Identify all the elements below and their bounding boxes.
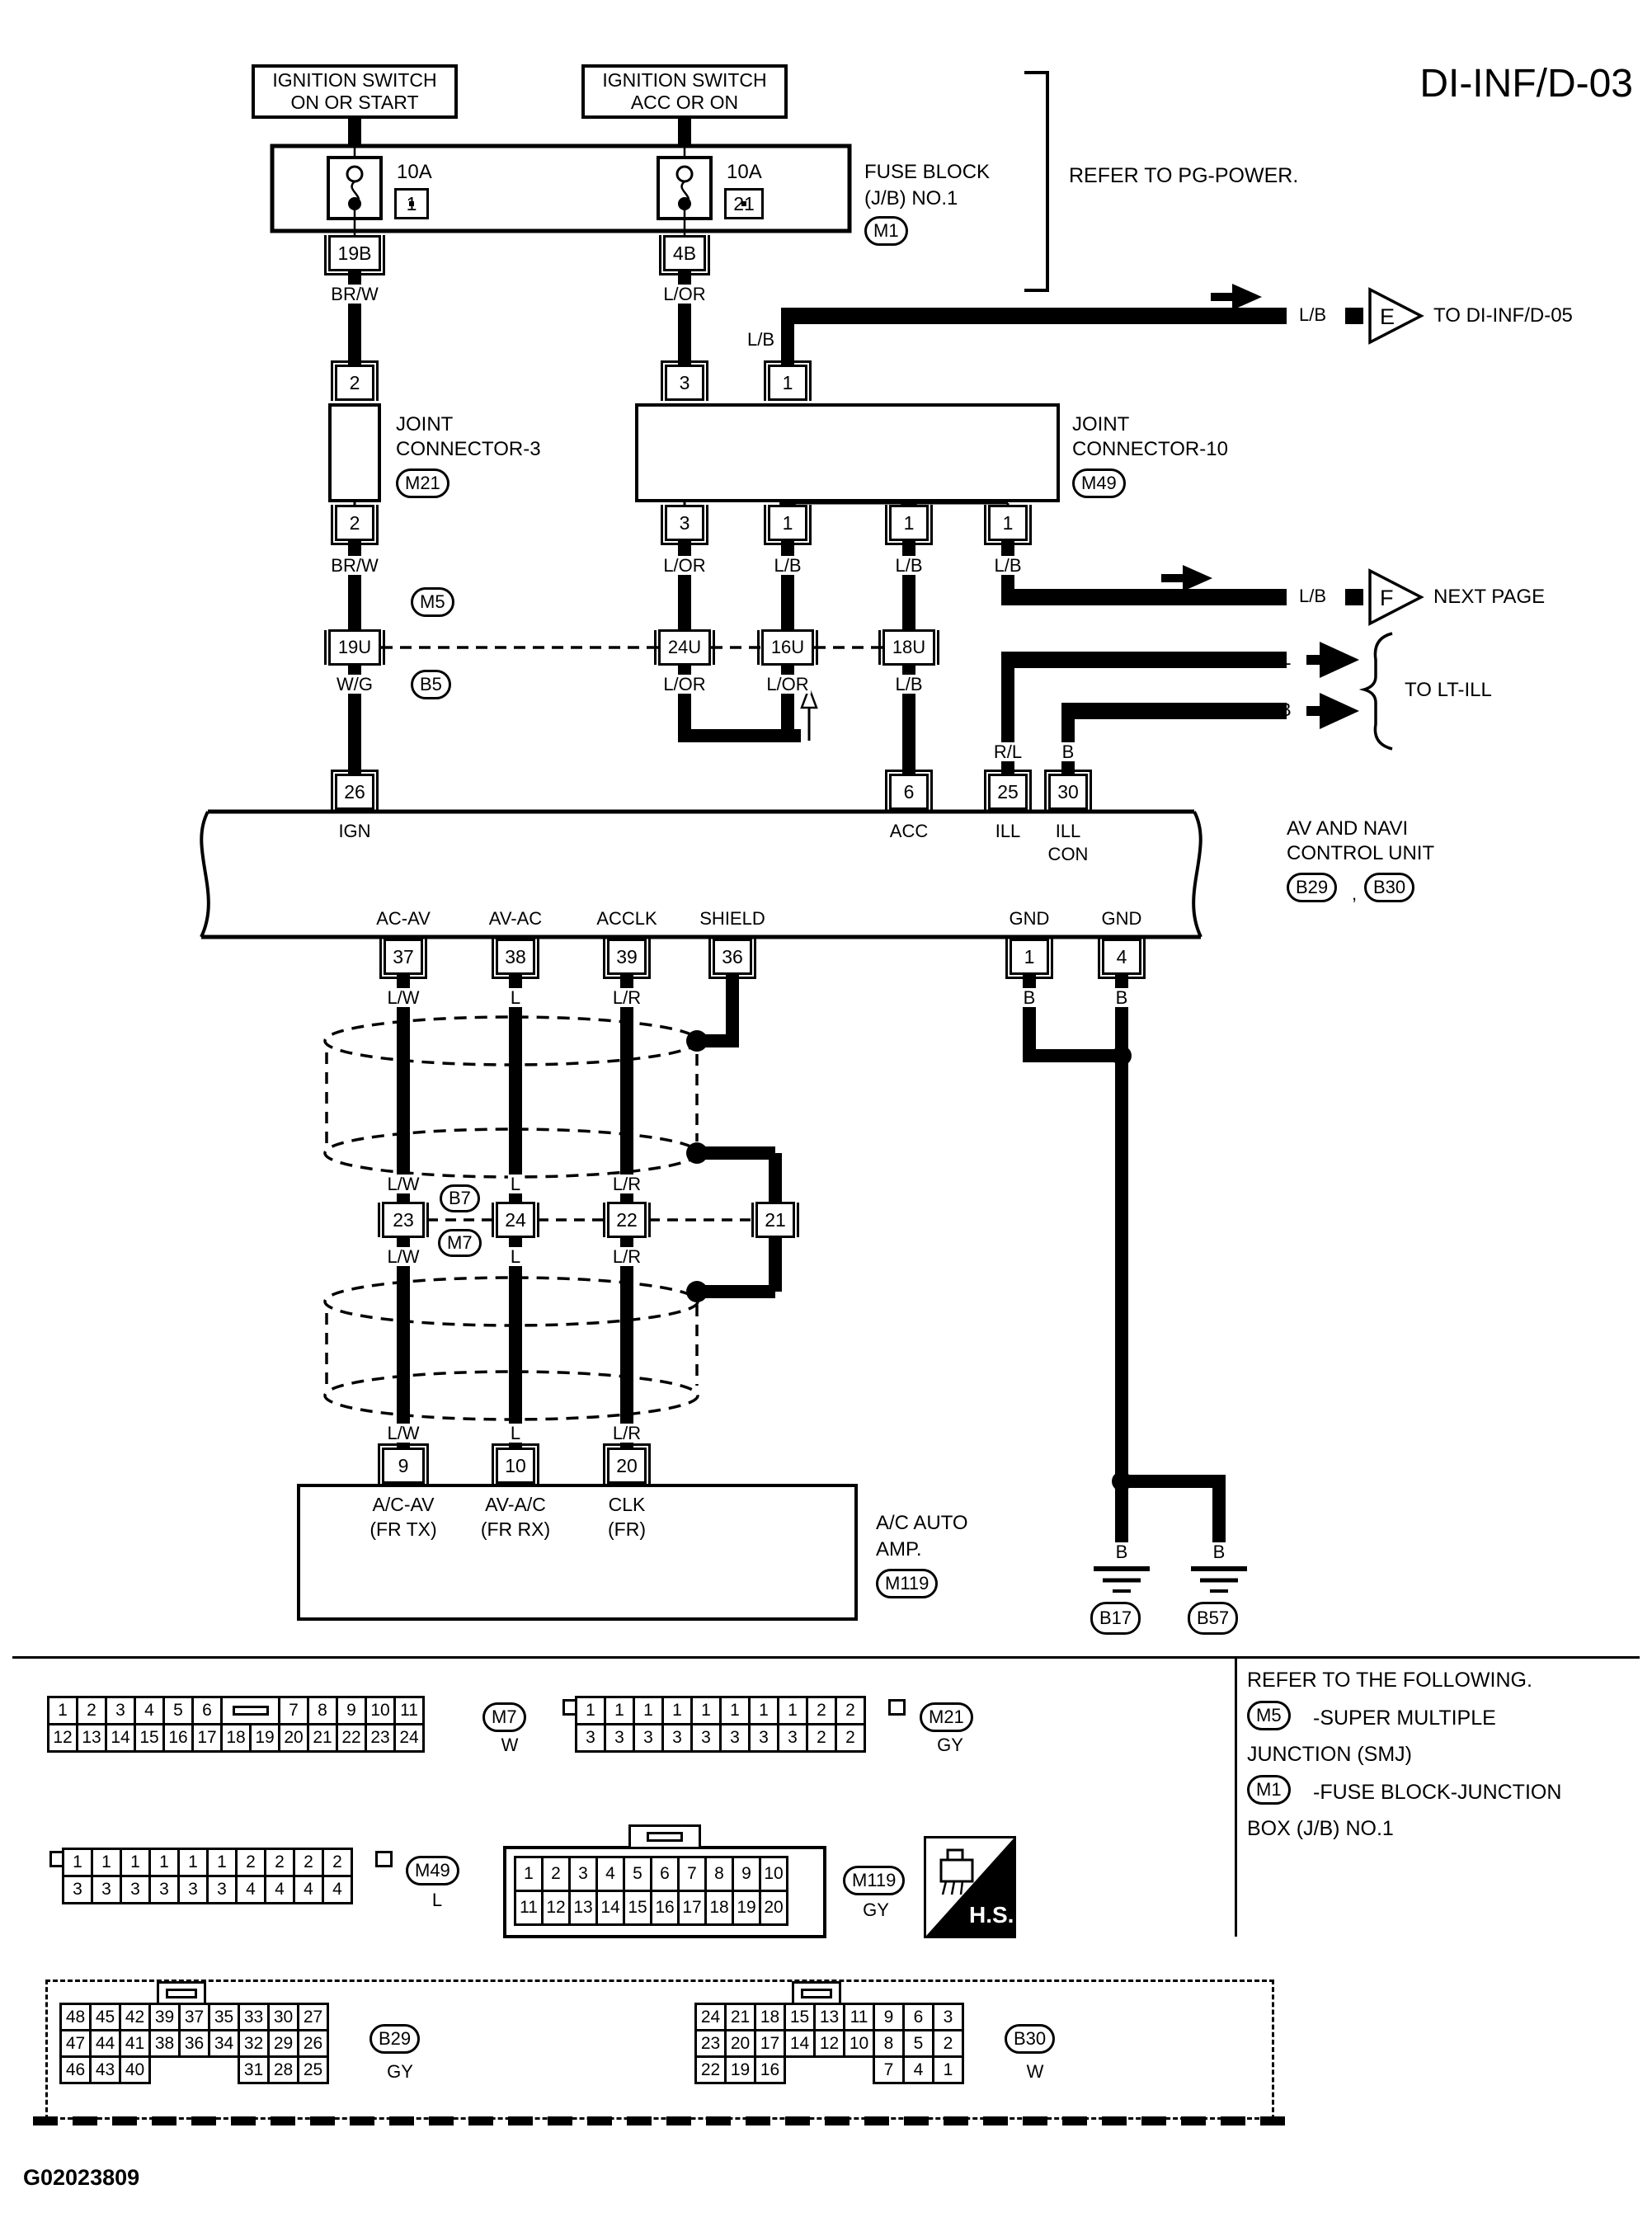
dashed-box-bottom-edge — [33, 2116, 1287, 2125]
connector-grid-cell: 1 — [719, 1696, 751, 1725]
av-unit-name2: CONTROL UNIT — [1287, 842, 1435, 864]
fuse-block-connector-id: M1 — [864, 216, 908, 246]
flag-lt-ill-destination: TO LT-ILL — [1405, 679, 1492, 701]
m7-id: M7 — [482, 1702, 526, 1732]
pin-26: 26 — [335, 774, 374, 810]
unit-label-ign: IGN — [338, 821, 371, 841]
av-unit-id-b29: B29 — [1287, 873, 1337, 902]
connector-grid-cell: 8 — [307, 1696, 338, 1725]
ignition2-line2: ACC OR ON — [630, 92, 739, 113]
pin-jc3-top: 2 — [335, 365, 374, 401]
connector-grid-cell: 10 — [843, 2029, 875, 2058]
connector-grid-cell: 3 — [690, 1723, 722, 1753]
connector-grid-cell: 20 — [759, 1890, 788, 1926]
joint10-id: M49 — [1072, 468, 1126, 498]
wire-label-lb-leg: L/B — [745, 330, 777, 349]
connector-grid-cell: 22 — [694, 2055, 727, 2084]
connector-grid-cell: 11 — [843, 2003, 875, 2031]
wire-label-rl: R/L — [991, 742, 1024, 761]
connector-grid-cell: 3 — [120, 1875, 151, 1904]
connector-grid-cell: 1 — [206, 1848, 238, 1877]
legend-m5-line2: JUNCTION (SMJ) — [1247, 1743, 1412, 1766]
av-unit-name1: AV AND NAVI — [1287, 817, 1409, 840]
connector-grid-cell: 7 — [873, 2055, 905, 2084]
ignition1-line2: ON OR START — [290, 92, 419, 113]
connector-grid-cell: 12 — [813, 2029, 845, 2058]
legend-m5-line1: -SUPER MULTIPLE — [1313, 1707, 1496, 1730]
separator-line — [12, 1656, 1640, 1659]
connector-grid-cell: 12 — [541, 1890, 571, 1926]
connector-grid-cell: 14 — [595, 1890, 625, 1926]
m49-tab-right — [375, 1851, 393, 1867]
pin-jc3-bottom: 2 — [335, 505, 374, 541]
pin-m49-bot-1b: 1 — [889, 505, 929, 541]
m119-color: GY — [863, 1900, 889, 1920]
connector-grid-cell: 14 — [784, 2029, 816, 2058]
connector-grid-cell: 7 — [677, 1856, 707, 1892]
unit-label-avac: AV-AC — [488, 908, 543, 929]
ignition2-line1: IGNITION SWITCH — [602, 69, 767, 91]
page-title: DI-INF/D-03 — [1419, 62, 1633, 106]
connector-grid-cell: 44 — [89, 2029, 121, 2058]
wire-label-lr4: L/R — [610, 1424, 643, 1443]
connector-grid-cell: 43 — [89, 2055, 121, 2084]
connector-grid-cell: 4 — [322, 1875, 353, 1904]
connector-grid-cell: 29 — [267, 2029, 299, 2058]
connector-view-b29 — [62, 2003, 329, 2082]
wire-label-lb3: L/B — [892, 556, 925, 575]
legend-m1-line1: -FUSE BLOCK-JUNCTION — [1313, 1781, 1562, 1804]
svg-text:E: E — [1380, 304, 1395, 329]
connector-grid-cell: 3 — [105, 1696, 136, 1725]
connector-grid-cell: 32 — [238, 2029, 270, 2058]
pin-39: 39 — [607, 939, 647, 975]
unit-label-ill: ILL — [995, 821, 1021, 841]
connector-grid-cell: 3 — [62, 1875, 93, 1904]
connector-grid-cell: 3 — [206, 1875, 238, 1904]
connector-grid-cell: 19 — [724, 2055, 756, 2084]
pin-20: 20 — [607, 1448, 647, 1484]
connector-grid-cell: 2 — [322, 1848, 353, 1877]
connector-grid-cell: 8 — [704, 1856, 734, 1892]
pin-m49-top-1: 1 — [768, 365, 807, 401]
wire-label-lor4: L/OR — [764, 675, 811, 694]
unit-label-illcon2: CON — [1047, 844, 1089, 864]
m49-color: L — [431, 1890, 443, 1910]
amp-pin10-l2: (FR RX) — [480, 1518, 551, 1540]
pin-19b: 19B — [328, 235, 381, 271]
wire-label-l1: L — [508, 988, 523, 1007]
connector-view-m7 — [49, 1696, 425, 1750]
svg-text:H.S.: H.S. — [969, 1902, 1014, 1928]
ac-amp-name1: A/C AUTO — [876, 1512, 968, 1534]
wire-label-b-arrow: B — [1279, 699, 1292, 720]
connector-grid-cell: 17 — [677, 1890, 707, 1926]
connector-grid-cell: 2 — [835, 1696, 866, 1725]
unit-label-acclk: ACCLK — [596, 908, 657, 929]
connector-grid-cell: 10 — [759, 1856, 788, 1892]
connector-grid-cell: 16 — [754, 2055, 786, 2084]
connector-grid-cell: 3 — [633, 1723, 664, 1753]
connector-grid-cell: 34 — [208, 2029, 240, 2058]
wire-label-l3: L — [508, 1247, 523, 1266]
connector-grid-cell: 20 — [724, 2029, 756, 2058]
connector-grid-cell: 4 — [902, 2055, 934, 2084]
connector-grid-cell: 25 — [297, 2055, 329, 2084]
figure-code: G02023809 — [23, 2165, 140, 2190]
joint10-line1: JOINT — [1072, 413, 1130, 435]
connector-grid-cell: 6 — [650, 1856, 680, 1892]
wire-label-l2: L — [508, 1175, 523, 1193]
connector-grid-cell: 13 — [76, 1723, 107, 1753]
connector-grid-cell: 24 — [393, 1723, 425, 1753]
connector-grid-cell: 12 — [47, 1723, 78, 1753]
connector-grid-cell: 15 — [784, 2003, 816, 2031]
connector-grid-cell: 2 — [541, 1856, 571, 1892]
connector-grid-cell: 3 — [604, 1723, 635, 1753]
ac-amp-name2: AMP. — [876, 1538, 922, 1561]
connector-grid-cell: 3 — [568, 1856, 598, 1892]
pin-30: 30 — [1048, 774, 1088, 810]
connector-grid-cell: 6 — [902, 2003, 934, 2031]
connector-grid-cell: 9 — [732, 1856, 761, 1892]
mid-id-b7: B7 — [440, 1184, 480, 1212]
connector-grid-cell: 3 — [748, 1723, 779, 1753]
connector-grid-cell: 3 — [777, 1723, 808, 1753]
av-unit-id-b30: B30 — [1364, 873, 1414, 902]
connector-grid-cell: 6 — [191, 1696, 223, 1725]
pin-21: 21 — [755, 1202, 795, 1238]
connector-grid-cell: 1 — [661, 1696, 693, 1725]
connector-grid-cell: 8 — [873, 2029, 905, 2058]
ignition-switch-on-start-box — [252, 64, 458, 119]
connector-grid-cell: 1 — [91, 1848, 122, 1877]
connector-grid-cell: 3 — [148, 1875, 180, 1904]
wire-label-b-b17: B — [1113, 1542, 1131, 1561]
connector-grid-cell: 18 — [704, 1890, 734, 1926]
connector-grid-cell: 22 — [336, 1723, 367, 1753]
b29-color: GY — [387, 2061, 413, 2082]
svg-text:F: F — [1380, 586, 1394, 610]
connector-grid-cell: 1 — [748, 1696, 779, 1725]
connector-grid-cell: 14 — [105, 1723, 136, 1753]
fuse2-rating: 10A — [727, 161, 762, 183]
connector-grid-cell: 5 — [902, 2029, 934, 2058]
wire-label-wg: W/G — [334, 675, 375, 694]
connector-grid-cell: 4 — [264, 1875, 295, 1904]
legend-title: REFER TO THE FOLLOWING. — [1247, 1669, 1532, 1692]
legend-m1-line2: BOX (J/B) NO.1 — [1247, 1817, 1394, 1840]
joint-connector-10-box — [635, 403, 1060, 502]
ignition1-line1: IGNITION SWITCH — [272, 69, 437, 91]
connector-grid-cell: 47 — [59, 2029, 92, 2058]
ground-id-b57: B57 — [1188, 1602, 1238, 1635]
connector-grid-cell: 1 — [777, 1696, 808, 1725]
connector-grid-cell: 2 — [835, 1723, 866, 1753]
connector-grid-cell: 46 — [59, 2055, 92, 2084]
pin-9: 9 — [382, 1448, 425, 1484]
m119-tab — [628, 1824, 701, 1849]
connector-grid-cell: 2 — [264, 1848, 295, 1877]
smj-id-b5: B5 — [411, 670, 451, 699]
connector-grid-cell: 2 — [293, 1848, 324, 1877]
connector-grid-cell: 2 — [806, 1696, 837, 1725]
legend-m5-id: M5 — [1247, 1701, 1291, 1730]
flag-e-destination: TO DI-INF/D-05 — [1433, 304, 1573, 327]
connector-grid-cell: 48 — [59, 2003, 92, 2031]
wire-label-lr3: L/R — [610, 1247, 643, 1266]
wire-label-b1: B — [1060, 742, 1077, 761]
pin-24u: 24U — [658, 629, 711, 666]
connector-grid-cell: 1 — [633, 1696, 664, 1725]
connector-grid-cell: 1 — [62, 1848, 93, 1877]
fuse-block-label-line2: (J/B) NO.1 — [864, 187, 958, 209]
legend-m1-id: M1 — [1247, 1775, 1291, 1805]
connector-grid-cell: 4 — [235, 1875, 266, 1904]
connector-grid-cell: 20 — [278, 1723, 309, 1753]
m21-tab-right — [888, 1699, 906, 1716]
wire-label-l4: L — [508, 1424, 523, 1443]
connector-grid-cell: 1 — [47, 1696, 78, 1725]
m49-id: M49 — [406, 1856, 459, 1885]
amp-pin9-l1: A/C-AV — [372, 1494, 435, 1515]
wire-label-lb5: L/B — [892, 675, 925, 694]
connector-grid-cell: 18 — [754, 2003, 786, 2031]
connector-grid-cell: 3 — [719, 1723, 751, 1753]
joint3-id: M21 — [396, 468, 449, 498]
connector-grid-cell: 4 — [134, 1696, 165, 1725]
connector-grid-cell: 9 — [336, 1696, 367, 1725]
ac-amp-id: M119 — [876, 1569, 938, 1598]
joint10-line2: CONNECTOR-10 — [1072, 438, 1228, 460]
pin-6: 6 — [889, 774, 929, 810]
fuse1-rating: 10A — [397, 161, 432, 183]
connector-grid-cell: 1 — [514, 1856, 544, 1892]
m21-color: GY — [937, 1735, 963, 1755]
wire-label-lw4: L/W — [384, 1424, 421, 1443]
connector-grid-cell: 15 — [134, 1723, 165, 1753]
pin-36: 36 — [713, 939, 752, 975]
wire-label-lb-e: L/B — [1299, 304, 1327, 325]
wire-label-lw2: L/W — [384, 1175, 421, 1193]
pin-18u: 18U — [882, 629, 935, 666]
connector-grid-cell: 5 — [162, 1696, 194, 1725]
m21-id: M21 — [920, 1702, 973, 1732]
connector-grid-cell: 11 — [514, 1890, 544, 1926]
wire-label-b-g4: B — [1113, 988, 1131, 1007]
connector-grid-cell: 38 — [148, 2029, 181, 2058]
amp-pin20-l1: CLK — [608, 1494, 646, 1515]
pin-m49-top-3: 3 — [665, 365, 704, 401]
wire-label-lw1: L/W — [384, 988, 421, 1007]
connector-grid-cell: 1 — [690, 1696, 722, 1725]
unit-label-shield: SHIELD — [699, 908, 765, 929]
wire-label-b-g1: B — [1021, 988, 1038, 1007]
connector-grid-cell: 1 — [932, 2055, 964, 2084]
b29-id: B29 — [369, 2024, 420, 2054]
pin-25: 25 — [988, 774, 1028, 810]
connector-grid-cell: 5 — [623, 1856, 652, 1892]
comma: , — [1352, 883, 1358, 904]
wire-label-lw3: L/W — [384, 1247, 421, 1266]
pin-m49-bot-3: 3 — [665, 505, 704, 541]
mid-id-m7: M7 — [438, 1229, 482, 1257]
connector-grid-cell: 9 — [873, 2003, 905, 2031]
connector-grid-cell: 1 — [120, 1848, 151, 1877]
connector-grid-cell: 19 — [249, 1723, 280, 1753]
b30-id: B30 — [1005, 2024, 1055, 2054]
connector-grid-cell: 2 — [76, 1696, 107, 1725]
flag-f-destination: NEXT PAGE — [1433, 586, 1546, 608]
connector-grid-cell: 39 — [148, 2003, 181, 2031]
wire-label-brw2: BR/W — [328, 556, 380, 575]
connector-grid-cell: 37 — [178, 2003, 210, 2031]
fuse1-number: 1 — [394, 188, 429, 219]
unit-label-acav: AC-AV — [376, 908, 431, 929]
joint-connector-3-box — [328, 403, 381, 502]
pin-37: 37 — [384, 939, 423, 975]
fuse2-number: 21 — [724, 188, 764, 219]
connector-grid-cell: 3 — [91, 1875, 122, 1904]
pin-10: 10 — [496, 1448, 535, 1484]
b30-color: W — [1026, 2061, 1044, 2082]
wire-label-lor: L/OR — [661, 285, 708, 304]
wire-label-lor3: L/OR — [661, 675, 708, 694]
joint3-line2: CONNECTOR-3 — [396, 438, 541, 460]
connector-grid-cell: 11 — [393, 1696, 425, 1725]
connector-grid-cell: 3 — [932, 2003, 964, 2031]
unit-label-gnd1: GND — [1009, 908, 1050, 929]
connector-grid-cell: 13 — [568, 1890, 598, 1926]
ground-id-b17: B17 — [1090, 1602, 1141, 1635]
connector-grid-cell: 24 — [694, 2003, 727, 2031]
connector-grid-cell: 2 — [932, 2029, 964, 2058]
legend-divider — [1235, 1656, 1237, 1937]
connector-grid-cell: 17 — [191, 1723, 223, 1753]
wire-label-lr1: L/R — [610, 988, 643, 1007]
connector-view-m119 — [516, 1856, 788, 1923]
ignition-switch-acc-on-box — [581, 64, 788, 119]
pin-16u: 16U — [761, 629, 814, 666]
connector-grid-cell: 17 — [754, 2029, 786, 2058]
smj-id-m5: M5 — [411, 587, 454, 617]
connector-view-b30 — [697, 2003, 964, 2082]
connector-grid-cell: 4 — [595, 1856, 625, 1892]
connector-grid-cell: 1 — [148, 1848, 180, 1877]
wire-label-lor2: L/OR — [661, 556, 708, 575]
connector-grid-cell: 40 — [119, 2055, 151, 2084]
wire-label-b-b57: B — [1211, 1542, 1228, 1561]
hs-mark-art — [926, 1838, 1014, 1936]
wire-label-brw: BR/W — [328, 285, 380, 304]
fuse-block-label-line1: FUSE BLOCK — [864, 161, 991, 183]
pin-m49-bot-1c: 1 — [988, 505, 1028, 541]
connector-grid-cell: 1 — [177, 1848, 209, 1877]
wire-label-lb-f: L/B — [1299, 586, 1327, 606]
connector-grid-cell: 2 — [806, 1723, 837, 1753]
unit-label-illcon1: ILL — [1055, 821, 1081, 841]
connector-grid-cell: 26 — [297, 2029, 329, 2058]
amp-pin9-l2: (FR TX) — [369, 1518, 437, 1540]
connector-grid-cell: 23 — [694, 2029, 727, 2058]
pin-19u: 19U — [328, 629, 381, 666]
connector-grid-cell: 15 — [623, 1890, 652, 1926]
connector-grid-cell: 35 — [208, 2003, 240, 2031]
unit-label-acc: ACC — [889, 821, 929, 841]
connector-grid-cell: 2 — [235, 1848, 266, 1877]
pin-m49-bot-1a: 1 — [768, 505, 807, 541]
m7-color: W — [501, 1735, 519, 1755]
connector-grid-cell: 21 — [307, 1723, 338, 1753]
connector-grid-cell: 45 — [89, 2003, 121, 2031]
connector-grid-cell: 16 — [650, 1890, 680, 1926]
connector-grid-cell: 30 — [267, 2003, 299, 2031]
connector-grid-cell: 33 — [238, 2003, 270, 2031]
wire-label-rl-arrow: R/L — [1263, 648, 1292, 669]
connector-grid-cell: 3 — [177, 1875, 209, 1904]
pin-gnd-4: 4 — [1102, 939, 1141, 975]
connector-grid-cell: 4 — [293, 1875, 324, 1904]
wire-label-lb4: L/B — [991, 556, 1024, 575]
connector-view-m49 — [64, 1848, 353, 1902]
connector-grid-cell: 36 — [178, 2029, 210, 2058]
amp-pin10-l1: AV-A/C — [485, 1494, 546, 1515]
pin-38: 38 — [496, 939, 535, 975]
connector-grid-cell: 1 — [604, 1696, 635, 1725]
unit-label-gnd4: GND — [1101, 908, 1142, 929]
connector-grid-cell — [220, 1696, 280, 1725]
connector-grid-cell: 13 — [813, 2003, 845, 2031]
connector-grid-cell: 28 — [267, 2055, 299, 2084]
joint3-line1: JOINT — [396, 413, 454, 435]
connector-grid-cell: 1 — [575, 1696, 606, 1725]
pin-gnd-1: 1 — [1010, 939, 1049, 975]
amp-pin20-l2: (FR) — [608, 1518, 646, 1540]
connector-grid-cell: 19 — [732, 1890, 761, 1926]
connector-grid-cell: 21 — [724, 2003, 756, 2031]
wire-label-lr2: L/R — [610, 1175, 643, 1193]
connector-grid-cell: 3 — [661, 1723, 693, 1753]
connector-grid-cell: 42 — [119, 2003, 151, 2031]
refer-pg-power-note: REFER TO PG-POWER. — [1069, 164, 1299, 187]
connector-grid-cell: 27 — [297, 2003, 329, 2031]
hs-mark — [924, 1836, 1016, 1938]
m119-id: M119 — [843, 1866, 905, 1895]
connector-grid-cell: 3 — [575, 1723, 606, 1753]
connector-grid-cell: 16 — [162, 1723, 194, 1753]
connector-grid-cell: 10 — [365, 1696, 396, 1725]
connector-grid-cell: 7 — [278, 1696, 309, 1725]
connector-grid-cell: 41 — [119, 2029, 151, 2058]
connector-grid-cell: 23 — [365, 1723, 396, 1753]
pin-22: 22 — [607, 1202, 647, 1238]
connector-grid-cell: 31 — [238, 2055, 270, 2084]
wire-label-lb2: L/B — [771, 556, 803, 575]
pin-4b: 4B — [663, 235, 706, 271]
connector-view-m21 — [577, 1696, 866, 1750]
connector-grid-cell: 18 — [220, 1723, 252, 1753]
pin-24c: 24 — [496, 1202, 535, 1238]
pin-23: 23 — [382, 1202, 425, 1238]
